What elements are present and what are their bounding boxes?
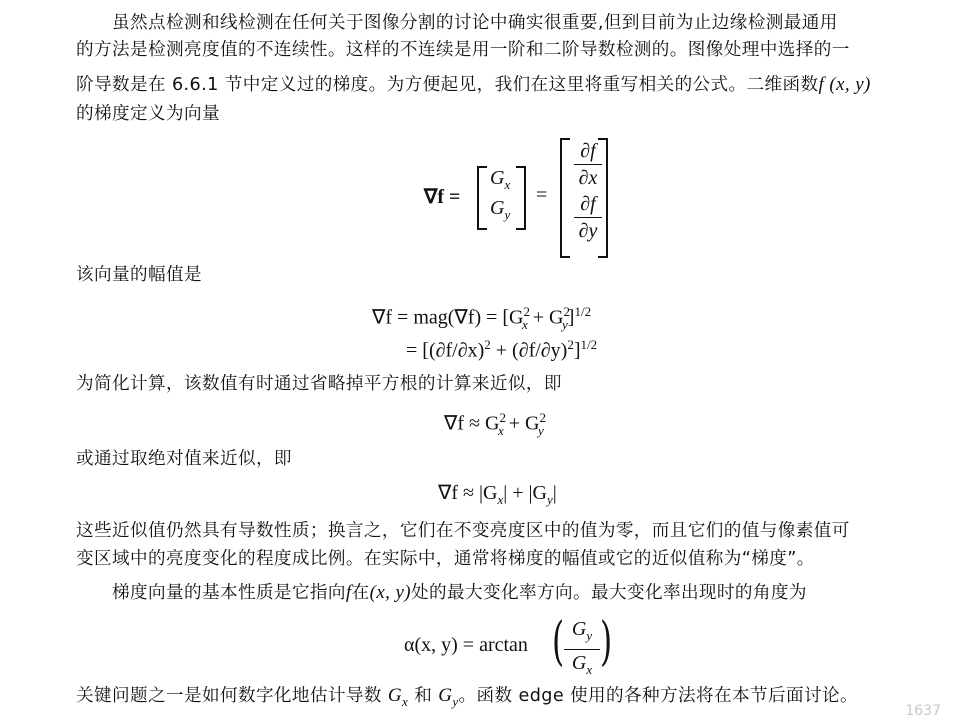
paragraph-1-line-3-text: 阶导数是在 6.6.1 节中定义过的梯度。为方便起见，我们在这里将重写相关的公式。二维函数 xyxy=(76,75,819,95)
paragraph-4: 或通过取绝对值来近似，即 xyxy=(76,449,292,469)
right-bracket-2 xyxy=(598,138,608,258)
paragraph-3: 为简化计算，该数值有时通过省略掉平方根的计算来近似，即 xyxy=(76,374,562,394)
gy-over-gx xyxy=(564,616,600,683)
paragraph-7: 关键问题之一是如何数字化地估计导数 $G_x$ 和 $G_y$。函数 edge 使用的各种方法将在本节后面讨论。 xyxy=(76,685,858,709)
left-paren: ( xyxy=(552,612,565,672)
gx-inline: $G_x$ xyxy=(387,685,409,709)
paragraph-5-line-2: 变区域中的亮度变化的程度成比例。在实际中，通常将梯度的幅值或它的近似值称为“梯度”。 xyxy=(76,549,815,569)
paragraph-1-line-1: 虽然点检测和线检测在任何关于图像分割的讨论中确实很重要,但到目前为止边缘检测最通用 xyxy=(112,13,838,33)
partial-f-2: ∂f xyxy=(580,193,596,215)
partial-x: ∂x xyxy=(574,164,602,191)
right-bracket-1 xyxy=(516,166,526,230)
right-paren: ) xyxy=(600,612,613,672)
partial-f-1: ∂f xyxy=(580,140,596,162)
paragraph-1-line-2: 的方法是检测亮度值的不连续性。这样的不连续是用一阶和二阶导数检测的。图像处理中选择的一 xyxy=(76,40,850,60)
paragraph-5-line-1: 这些近似值仍然具有导数性质；换言之，它们在不变亮度区中的值为零，而且它们的值与像素值可 xyxy=(76,521,850,541)
approximation-squares: $\nabla f \approx G^2_x + G^2_y$ xyxy=(444,410,546,438)
alpha-lhs: α(x, y) = arctan xyxy=(404,634,528,656)
paragraph-6: 梯度向量的基本性质是它指向f在(x, y)处的最大变化率方向。最大变化率出现时的角度为 xyxy=(112,582,807,603)
equals-sign: = xyxy=(536,184,548,206)
magnitude-equation-line-2: = $[(\partial f/\partial x)^2 + (\partial f/\partial y)^2]^{1/2}$ xyxy=(406,337,598,362)
left-bracket-1 xyxy=(477,166,487,230)
watermark-text: 1637 xyxy=(905,703,941,719)
paragraph-1-line-4: 的梯度定义为向量 xyxy=(76,104,220,124)
magnitude-equation-line-1: $\nabla f = mag(\nabla f) = [G^2_x + G^2_y]^{1/2}$ xyxy=(372,304,592,332)
paragraph-2: 该向量的幅值是 xyxy=(76,265,202,285)
gx-entry: $G_x$ xyxy=(490,167,511,192)
left-bracket-2 xyxy=(560,138,570,258)
approximation-absolute: $\nabla f \approx |G_x| + |G_y|$ xyxy=(438,482,557,507)
gy-inline: $G_y$ xyxy=(438,685,459,709)
paragraph-1-line-3 xyxy=(76,73,956,97)
grad-lhs: ∇f = xyxy=(424,186,461,208)
fraction-numerator: $G_y$ xyxy=(571,618,593,643)
function-fxy: f (x, y) xyxy=(818,74,871,95)
gy-entry: $G_y$ xyxy=(490,197,511,222)
fraction-denominator: $G_x$ xyxy=(564,649,600,683)
partial-y: ∂y xyxy=(574,217,602,244)
